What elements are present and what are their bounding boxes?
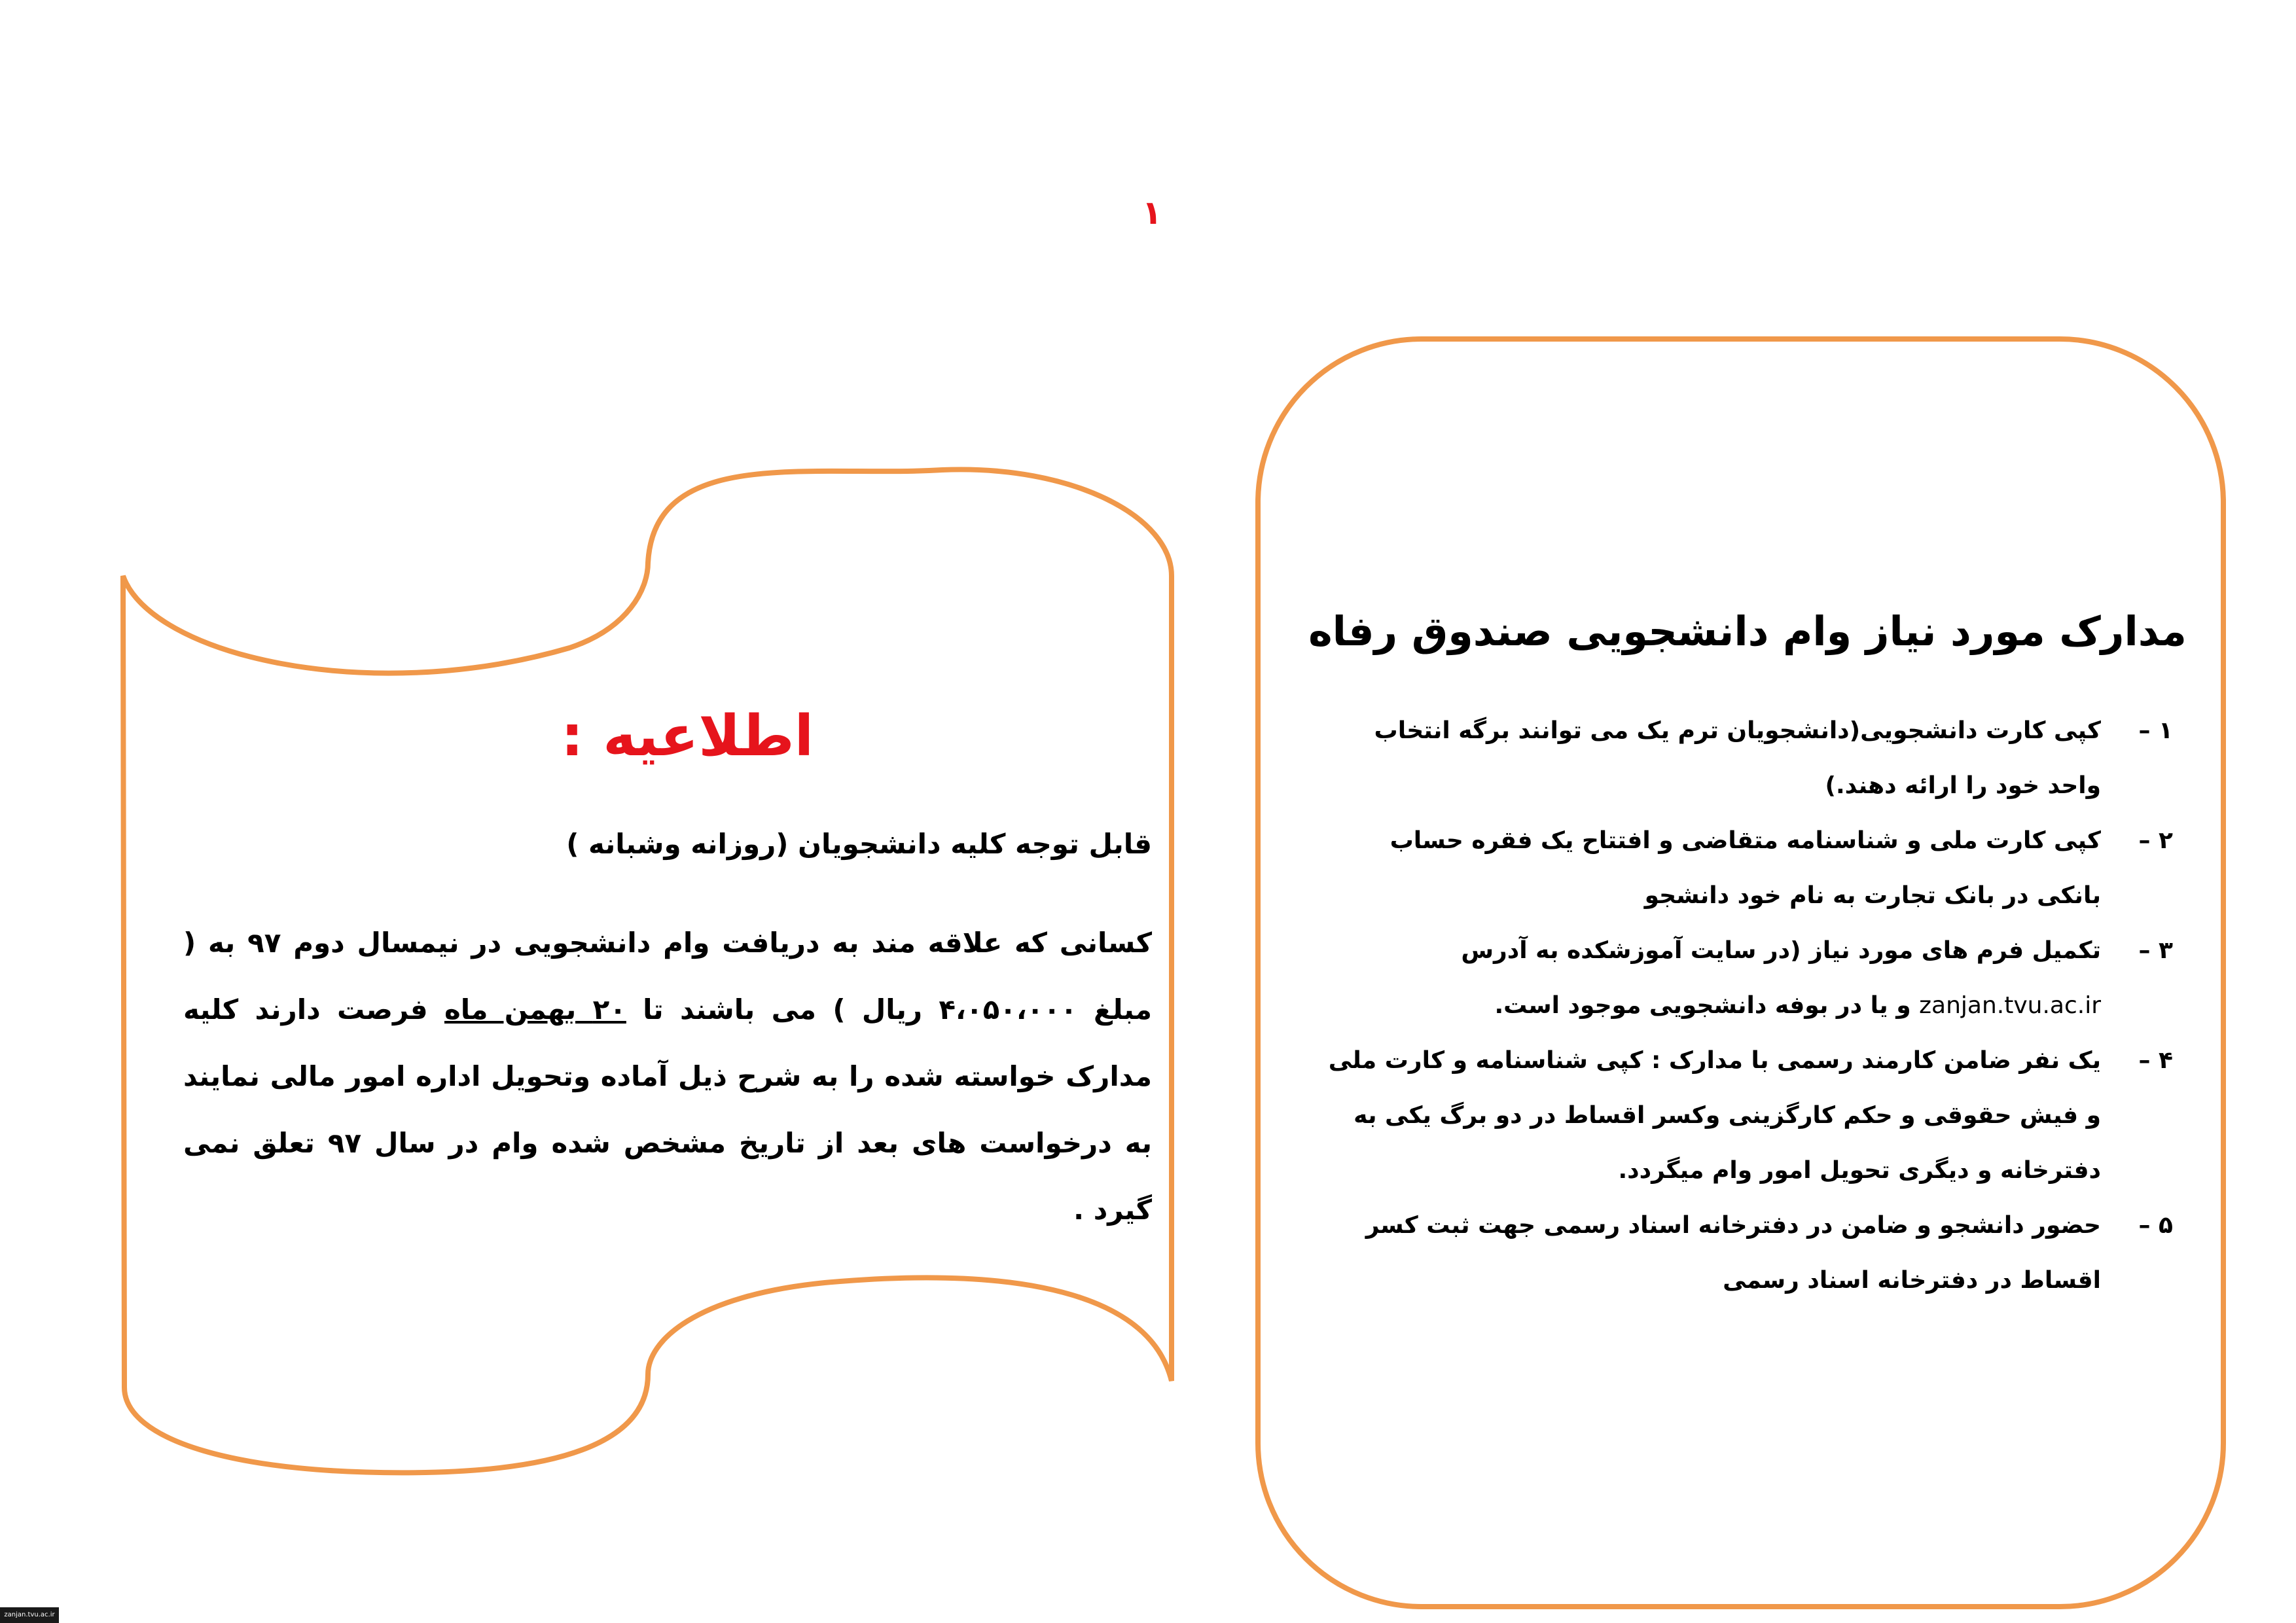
announcement-title: اطلاعیه : <box>560 704 814 769</box>
deadline-date: ۲۰ بهمن ماه <box>444 993 626 1026</box>
paragraph-part2: ریال ) می باشند تا <box>626 993 939 1026</box>
item-text-after-site: و یا در بوفه دانشجویی موجود است. <box>1494 992 1920 1019</box>
item-number: ۴ – <box>2138 1047 2173 1074</box>
item-number: ۵ – <box>2138 1212 2173 1239</box>
documents-list <box>1322 704 2173 1308</box>
item-text: حضور دانشجو و ضامن در دفترخانه اسناد رسمی جهت ثبت کسر اقساط در دفترخانه اسناد رسمی <box>1365 1212 2101 1294</box>
page-number: ۱ <box>1141 194 1162 232</box>
attention-line: قابل توجه کلیه دانشجویان (روزانه وشبانه ) <box>566 828 1152 860</box>
paragraph-part3: فرصت دارند کلیه مدارک خواسته شده را به شرح ذیل آماده وتحویل اداره امور مالی نمایند به درخواست های بعد از تاریخ مشخص شده وام در سال ۹۷ تعلق نمی گیرد . <box>183 993 1152 1226</box>
announcement-paragraph <box>183 910 1152 1243</box>
list-item <box>1322 813 2173 923</box>
list-item <box>1322 1198 2173 1308</box>
announcement-body <box>183 812 1152 1243</box>
item-text: کپی کارت دانشجویی(دانشجویان ترم یک می توانند برگه انتخاب واحد خود را ارائه دهند.) <box>1374 717 2101 799</box>
item-text: یک نفر ضامن کارمند رسمی با مدارک : کپی شناسنامه و کارت ملی و فیش حقوقی و حکم کارگزینی وکسر اقساط در دو برگ یکی به دفترخانه و دیگری تحویل امور وام میگردد. <box>1328 1047 2101 1184</box>
item-number: ۳ – <box>2138 937 2173 964</box>
list-item <box>1322 923 2173 1033</box>
documents-title: مدارک مورد نیاز وام دانشجویی صندوق رفاه <box>1308 607 2187 655</box>
item-text-before-site: تکمیل فرم های مورد نیاز (در سایت آموزشکده به آدرس <box>1461 937 2101 964</box>
corner-watermark-label: zanjan.tvu.ac.ir <box>0 1607 59 1623</box>
website-address: zanjan.tvu.ac.ir <box>1919 992 2101 1019</box>
item-number: ۱ – <box>2138 717 2173 744</box>
list-item <box>1322 1033 2173 1198</box>
loan-amount: ۴،۰۵۰،۰۰۰ <box>939 993 1077 1026</box>
item-text: کپی کارت ملی و شناسنامه متقاضی و افتتاح یک فقره حساب بانکی در بانک تجارت به نام خود دانشجو <box>1390 827 2101 909</box>
list-item <box>1322 704 2173 813</box>
item-number: ۲ – <box>2138 827 2173 854</box>
paragraph-part1: کسانی که علاقه مند به دریافت وام دانشجویی در نیمسال دوم ۹۷ به ( مبلغ <box>183 927 1152 1026</box>
item-text <box>1322 923 2101 1033</box>
